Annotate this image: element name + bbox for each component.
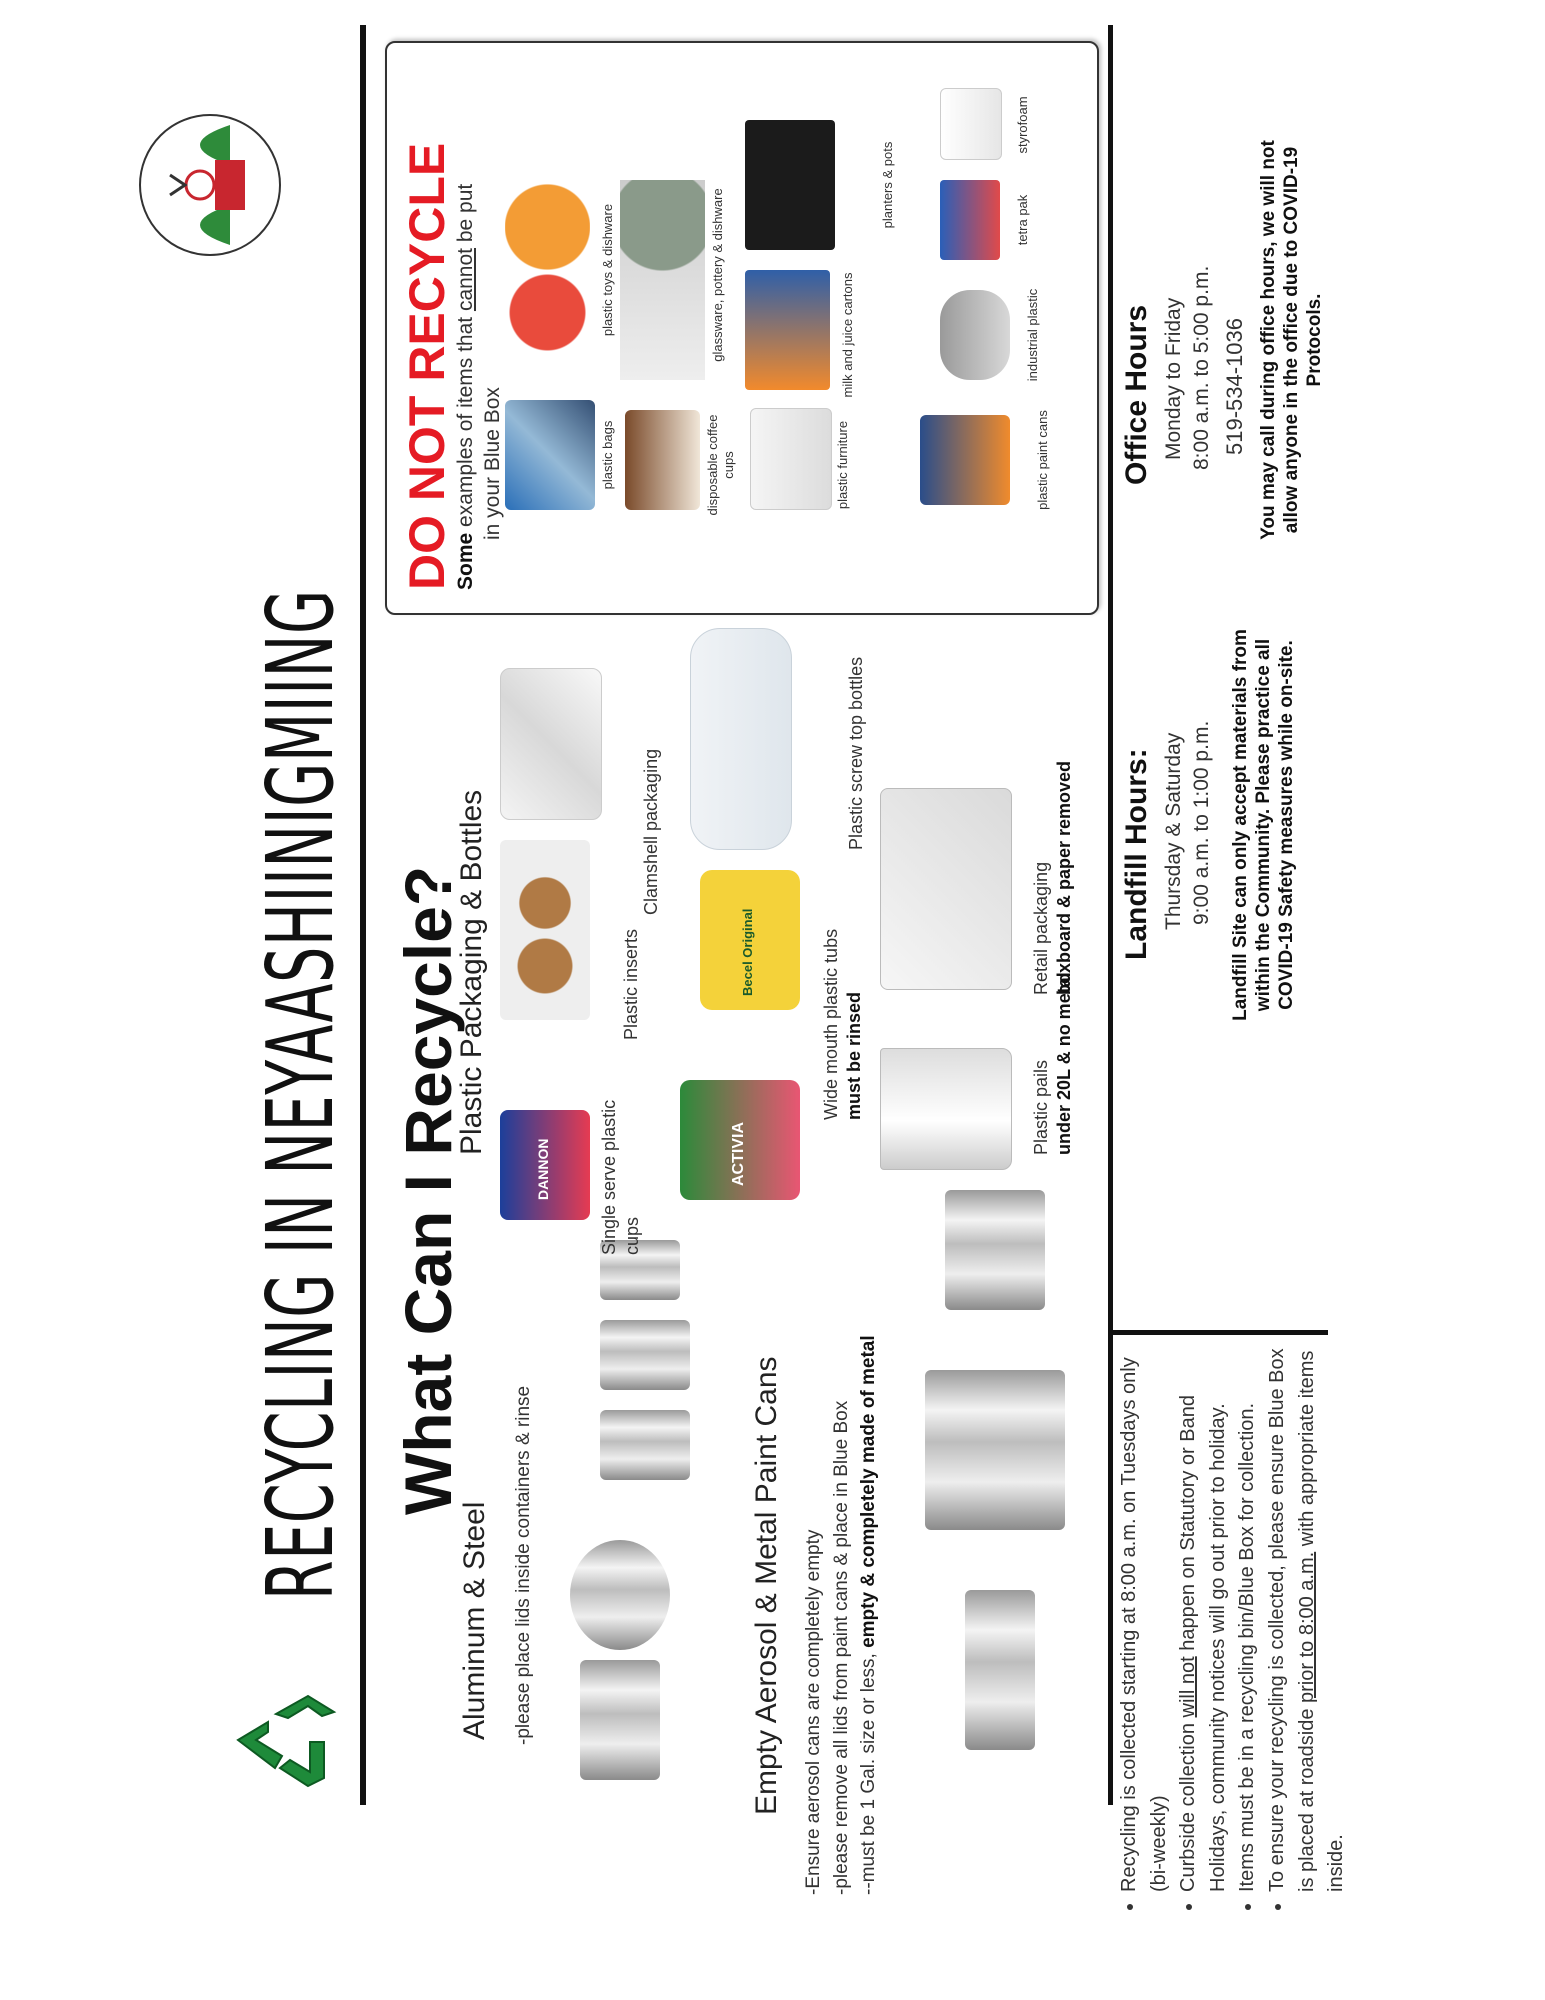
landfill-days: Thursday & Saturday (1162, 732, 1185, 930)
header-rule (360, 25, 366, 1805)
dnr-tetra-pak: tetra pak (1015, 194, 1030, 246)
becel-brand: Becel Original (740, 908, 755, 996)
collection-note-1: • Recycling is collected starting at 8:00 a.m. on Tuesdays only (bi-weekly) (1115, 1332, 1174, 1892)
plastic-bags-image (505, 400, 595, 510)
dnr-planters: planters & pots (880, 141, 895, 229)
styrofoam-image (940, 88, 1002, 160)
plastic-item-single-serve: Single serve plastic cups (599, 1099, 642, 1255)
plastic-item-bottles: Plastic screw top bottles (846, 656, 866, 850)
paint-cans-image (920, 415, 1010, 505)
dnr-glassware: glassware, pottery & dishware (710, 188, 725, 362)
plastic-item-pails: Plastic pails under 20L & no metal (1031, 972, 1074, 1155)
dannon-cup-image (500, 1110, 590, 1220)
dnr-plastic-toys: plastic toys & dishware (600, 203, 615, 337)
bottles-image (690, 628, 792, 850)
section-title: What Can I Recycle? (391, 865, 465, 1515)
glassware-image (620, 180, 705, 380)
page-title: RECYCLING IN NEYAASHIINIGMIING (247, 589, 354, 1600)
collection-note-2: • Curbside collection will not happen on Statutory or Band Holidays, community notices will go out prior to holiday. (1174, 1332, 1233, 1892)
do-not-recycle-subtitle: Some examples of items that cannot be put in your Blue Box (454, 183, 505, 590)
landfill-notice: Landfill Site can only accept materials from within the Community. Please practice all COVID-19 Safety measures while on-site. (1230, 629, 1297, 1021)
collection-note-4: • To ensure your recycling is collected, please ensure Blue Box is placed at roadside prior to 8:00 a.m. with appropriate items inside. (1263, 1332, 1352, 1892)
activia-tub-image (680, 1080, 800, 1200)
tetra-pak-image (940, 180, 1000, 260)
office-time: 8:00 a.m. to 5:00 p.m. (1190, 265, 1213, 470)
plastic-pail-image (880, 1048, 1012, 1170)
office-days: Monday to Friday (1162, 297, 1185, 460)
collection-notes (1115, 1332, 1352, 1920)
landfill-time: 9:00 a.m. to 1:00 p.m. (1190, 720, 1213, 925)
cartons-image (745, 270, 830, 390)
becel-tub-image (700, 870, 800, 1010)
aerosol-line-2: -please remove all lids from paint cans & place in Blue Box (830, 1400, 852, 1895)
activia-brand: ACTIVIA (730, 1122, 747, 1186)
dnr-cartons: milk and juice cartons (840, 272, 855, 398)
recycle-icon (230, 1680, 350, 1800)
cans-image (570, 1220, 700, 1780)
dnr-industrial-plastic: industrial plastic (1025, 288, 1040, 382)
dnr-paint-cans: plastic paint cans (1035, 410, 1050, 510)
retail-packaging-image (880, 788, 1012, 990)
plastic-item-inserts: Plastic inserts (621, 928, 641, 1040)
clamshell-image (500, 668, 602, 820)
aerosol-heading: Empty Aerosol & Metal Paint Cans (750, 1356, 783, 1815)
coffee-cup-image (625, 410, 700, 510)
aerosol-notes (800, 1335, 883, 1895)
dannon-brand: DANNON (535, 1138, 551, 1200)
dnr-styrofoam: styrofoam (1015, 96, 1030, 154)
plastic-item-clamshell: Clamshell packaging (641, 748, 661, 915)
footer-rule (1108, 25, 1113, 1805)
aerosol-cans-image (905, 1170, 1095, 1750)
office-phone: 519-534-1036 (1222, 317, 1247, 455)
nawash-logo (130, 105, 290, 265)
dnr-plastic-furniture: plastic furniture (835, 420, 850, 510)
office-notice: You may call during office hours, we will not allow anyone in the office due to COVID-19 Protocols. (1258, 140, 1325, 540)
plastic-item-tubs: Wide mouth plastic tubs must be rinsed (821, 928, 864, 1120)
plastic-item-retail: Retail packaging boxboard & paper removed (1031, 760, 1074, 995)
plastic-furniture-image (750, 408, 832, 510)
aluminum-note: -please place lids inside containers & rinse (513, 1385, 534, 1745)
collection-note-3: • Items must be in a recycling bin/Blue Box for collection. (1233, 1332, 1263, 1892)
plastic-heading: Plastic Packaging & Bottles (455, 789, 488, 1155)
dnr-plastic-bags: plastic bags (600, 420, 615, 490)
industrial-plastic-image (940, 290, 1010, 380)
planters-image (745, 120, 835, 250)
plastic-toys-image (505, 170, 590, 360)
office-title: Office Hours (1120, 304, 1153, 485)
aluminum-heading: Aluminum & Steel (458, 1501, 491, 1740)
aerosol-line-1: -Ensure aerosol cans are completely empty (803, 1529, 824, 1895)
do-not-recycle-title: DO NOT RECYCLE (399, 142, 455, 590)
landfill-title: Landfill Hours: (1120, 748, 1153, 960)
plastic-insert-image (500, 840, 590, 1020)
dnr-coffee-cups: disposable coffee cups (705, 414, 736, 516)
aerosol-line-3: --must be 1 Gal. size or less, empty & completely made of metal (858, 1335, 880, 1895)
